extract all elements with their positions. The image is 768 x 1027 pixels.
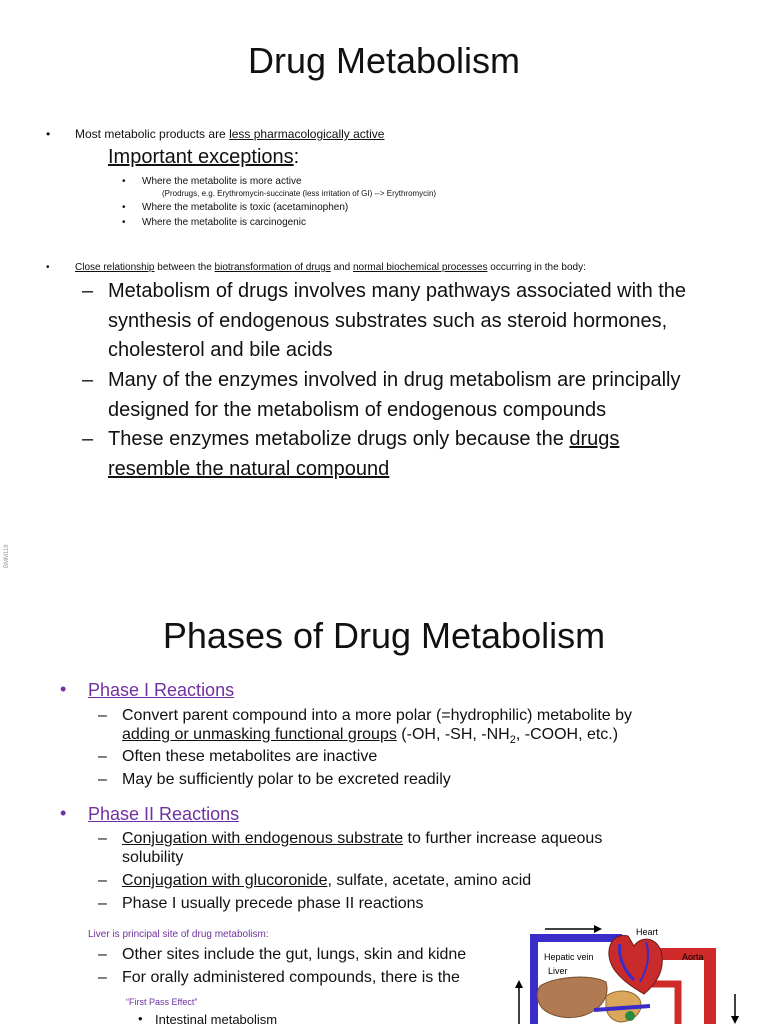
dash: – bbox=[98, 748, 107, 765]
liver-label: Liver bbox=[548, 966, 568, 976]
text-underlined: adding or unmasking functional groups bbox=[122, 726, 397, 743]
line: designed for the metabolism of endogenous compounds bbox=[108, 398, 607, 421]
text-underlined: normal biochemical processes bbox=[352, 262, 488, 273]
bullet-dot: • bbox=[60, 679, 67, 699]
phase1-item-2: Often these metabolites are inactive bbox=[122, 748, 378, 765]
line: Many of the enzymes involved in drug metabolism are principally bbox=[108, 369, 681, 391]
text: , -COOH, etc.) bbox=[515, 726, 619, 743]
bullet-dot: • bbox=[122, 202, 126, 213]
text-underlined: biotransformation of drugs bbox=[214, 262, 331, 273]
dash: – bbox=[98, 895, 107, 912]
slide1-title: Drug Metabolism bbox=[247, 40, 521, 81]
phase2-item-3: Phase I usually precede phase II reactions bbox=[122, 895, 424, 912]
line: cholesterol and bile acids bbox=[108, 339, 333, 361]
phase1-item-3: May be sufficiently polar to be excreted readily bbox=[122, 771, 451, 788]
orally-administered-item: For orally administered compounds, there is the bbox=[122, 969, 460, 986]
bullet-close-relationship bbox=[75, 262, 586, 273]
hepatic-vein-label: Hepatic vein bbox=[544, 952, 594, 962]
text: (-OH, -SH, -NH bbox=[396, 726, 510, 743]
dash: – bbox=[98, 946, 107, 963]
dash: – bbox=[98, 830, 107, 847]
bullet-dot: • bbox=[138, 1011, 143, 1026]
bullet-dot: • bbox=[46, 262, 50, 273]
line-underlined: resemble the natural compound bbox=[108, 457, 390, 480]
line: Convert parent compound into a more polar (=hydrophilic) metabolite by bbox=[122, 707, 633, 724]
intestinal-item: Intestinal metabolism bbox=[155, 1012, 278, 1027]
phase2-item-2 bbox=[122, 871, 531, 890]
exception-item-2: Where the metabolite is toxic (acetaminophen) bbox=[142, 202, 349, 213]
text: These enzymes metabolize drugs only because the bbox=[108, 428, 570, 450]
bullet-dot: • bbox=[122, 176, 126, 187]
phase1-heading: Phase I Reactions bbox=[88, 680, 235, 700]
bullet-dot: • bbox=[46, 127, 51, 141]
side-label: BMM118 bbox=[4, 544, 10, 568]
phase1-item-1 bbox=[122, 706, 632, 750]
artery-path bbox=[650, 984, 678, 1024]
text-underlined: Conjugation with glucoronide bbox=[122, 872, 328, 889]
dash: – bbox=[82, 280, 94, 302]
text: between the bbox=[154, 262, 215, 273]
text: and bbox=[330, 262, 353, 273]
circulation-diagram bbox=[510, 924, 750, 1024]
important-exceptions-heading bbox=[108, 146, 299, 169]
line: solubility bbox=[122, 849, 184, 866]
dash: – bbox=[98, 771, 107, 788]
line: Metabolism of drugs involves many pathways associated with the bbox=[108, 280, 687, 302]
aorta-path bbox=[660, 954, 710, 1024]
text-underlined: Close relationship bbox=[75, 262, 155, 273]
liver-note: Liver is principal site of drug metabolism: bbox=[88, 929, 269, 940]
text-underlined: less pharmacologically active bbox=[229, 127, 385, 141]
phase2-item-1 bbox=[122, 829, 602, 867]
dash-item-1 bbox=[108, 277, 686, 366]
text-underlined: Important exceptions bbox=[108, 146, 294, 168]
text: : bbox=[293, 146, 300, 168]
arrow-up-icon bbox=[515, 980, 523, 1024]
dash: – bbox=[82, 369, 94, 391]
bullet-dot: • bbox=[60, 803, 67, 823]
arrow-right-icon bbox=[545, 925, 602, 933]
text-underlined: Conjugation with endogenous substrate bbox=[122, 830, 404, 847]
dash-item-3 bbox=[108, 425, 619, 484]
line: synthesis of endogenous substrates such as steroid hormones, bbox=[108, 309, 668, 332]
exception-item-1: Where the metabolite is more active bbox=[142, 176, 302, 187]
slide2-title: Phases of Drug Metabolism bbox=[162, 615, 606, 656]
text: Most metabolic products are bbox=[75, 127, 230, 141]
text-underlined: drugs bbox=[569, 428, 620, 450]
dash: – bbox=[98, 872, 107, 889]
exception-note: (Prodrugs, e.g. Erythromycin-succinate (less irritation of GI) --> Erythromycin) bbox=[162, 189, 437, 198]
text: , sulfate, acetate, amino acid bbox=[327, 872, 532, 889]
arrow-down-icon bbox=[731, 994, 739, 1024]
text: occurring in the body: bbox=[487, 262, 586, 273]
phase2-heading: Phase II Reactions bbox=[88, 804, 240, 824]
first-pass-label: “First Pass Effect” bbox=[126, 997, 198, 1007]
text: to further increase aqueous bbox=[403, 830, 603, 847]
exception-item-3: Where the metabolite is carcinogenic bbox=[142, 217, 306, 228]
dash: – bbox=[98, 707, 107, 724]
dash-item-2 bbox=[108, 366, 681, 425]
aorta-label: Aorta bbox=[682, 952, 704, 962]
other-sites-item: Other sites include the gut, lungs, skin and kidne bbox=[122, 946, 467, 963]
subscript: 2 bbox=[509, 734, 516, 747]
bullet-most-metabolic bbox=[75, 127, 384, 141]
dash: – bbox=[98, 969, 107, 986]
dash: – bbox=[82, 428, 94, 450]
bullet-dot: • bbox=[122, 217, 126, 228]
heart-label: Heart bbox=[636, 927, 659, 937]
